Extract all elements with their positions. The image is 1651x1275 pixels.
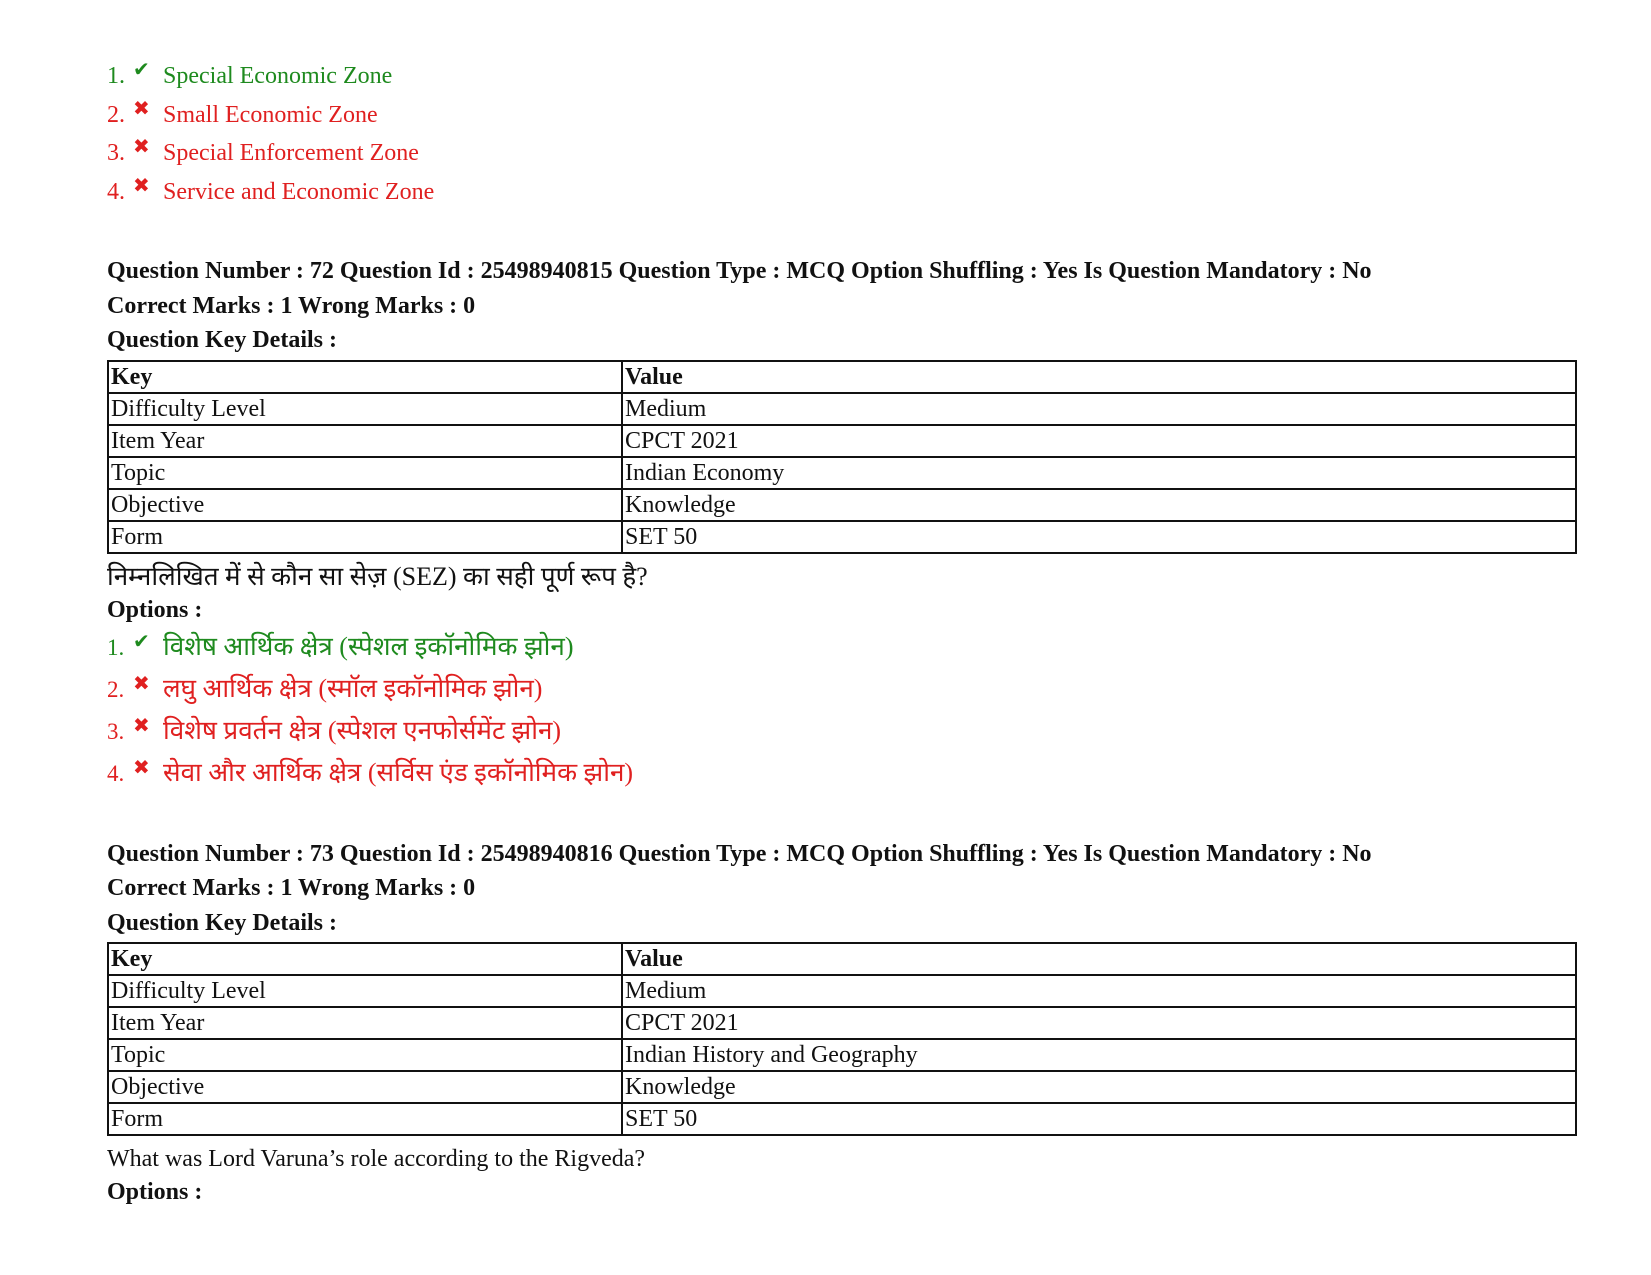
option-text: Small Economic Zone <box>163 101 378 128</box>
row-key: Difficulty Level <box>108 975 622 1007</box>
row-key: Item Year <box>108 425 622 457</box>
question-72 <box>107 254 1577 795</box>
row-key: Objective <box>108 1071 622 1103</box>
question-options <box>107 627 1577 795</box>
row-value: Indian History and Geography <box>622 1039 1576 1071</box>
question-marks: Correct Marks : 1 Wrong Marks : 0 <box>107 875 476 901</box>
option-number: 3. <box>107 140 125 166</box>
option-2 <box>107 97 1577 136</box>
table-row <box>108 393 1576 425</box>
option-number: 2. <box>107 676 125 702</box>
key-details-table <box>107 942 1577 1136</box>
table-row <box>108 1103 1576 1135</box>
row-key: Form <box>108 521 622 553</box>
cross-icon: ✖ <box>133 136 150 158</box>
table-row <box>108 521 1576 553</box>
row-key: Objective <box>108 489 622 521</box>
option-text: Service and Economic Zone <box>163 178 435 205</box>
option-2 <box>107 669 1577 711</box>
key-details-label: Question Key Details : <box>107 909 337 936</box>
option-number: 4. <box>107 178 125 205</box>
column-header-key: Key <box>108 361 622 393</box>
table-row <box>108 1007 1576 1039</box>
key-details-label: Question Key Details : <box>107 327 337 353</box>
key-details-table <box>107 360 1577 554</box>
option-text: सेवा और आर्थिक क्षेत्र (सर्विस एंड इकॉनोमिक झोन) <box>163 757 634 787</box>
table-row <box>108 425 1576 457</box>
question-text: What was Lord Varuna’s role according to the Rigveda? <box>107 1146 646 1172</box>
row-key: Item Year <box>108 1007 622 1039</box>
option-text: विशेष आर्थिक क्षेत्र (स्पेशल इकॉनोमिक झोन) <box>163 631 574 661</box>
option-text: Special Enforcement Zone <box>163 140 419 166</box>
row-value: CPCT 2021 <box>622 425 1576 457</box>
option-1 <box>107 627 1577 669</box>
cross-icon: ✖ <box>133 672 150 695</box>
option-number: 2. <box>107 101 125 128</box>
option-text: Special Economic Zone <box>163 63 393 89</box>
row-value: Medium <box>622 393 1576 425</box>
row-value: SET 50 <box>622 1103 1576 1135</box>
option-text: लघु आर्थिक क्षेत्र (स्मॉल इकॉनोमिक झोन) <box>163 673 543 703</box>
cross-icon: ✖ <box>133 97 150 120</box>
cross-icon: ✖ <box>133 756 150 779</box>
option-number: 1. <box>107 63 125 89</box>
table-row <box>108 1039 1576 1071</box>
question-marks: Correct Marks : 1 Wrong Marks : 0 <box>107 292 476 319</box>
option-4 <box>107 174 1577 213</box>
cross-icon: ✖ <box>133 174 150 197</box>
row-key: Difficulty Level <box>108 393 622 425</box>
option-number: 3. <box>107 718 125 744</box>
options-label: Options : <box>107 596 203 623</box>
question-text: निम्नलिखित में से कौन सा सेज़ (SEZ) का सही पूर्ण रूप है? <box>107 561 648 591</box>
column-header-key: Key <box>108 943 622 975</box>
option-4 <box>107 753 1577 795</box>
table-row <box>108 1071 1576 1103</box>
row-value: Indian Economy <box>622 457 1576 489</box>
question-header: Question Number : 72 Question Id : 25498940815 Question Type : MCQ Option Shuffling : Yes Is Question Mandatory : No <box>107 258 1372 284</box>
table-header-row <box>108 361 1576 393</box>
question-73 <box>107 837 1577 1210</box>
row-key: Topic <box>108 457 622 489</box>
prev-question-options <box>107 58 1577 212</box>
row-key: Form <box>108 1103 622 1135</box>
table-row <box>108 489 1576 521</box>
question-header: Question Number : 73 Question Id : 25498940816 Question Type : MCQ Option Shuffling : Yes Is Question Mandatory : No <box>107 840 1372 867</box>
table-row <box>108 975 1576 1007</box>
option-3 <box>107 711 1577 753</box>
table-row <box>108 457 1576 489</box>
cross-icon: ✖ <box>133 714 150 737</box>
answer-key-page <box>107 58 1577 1209</box>
row-value: SET 50 <box>622 521 1576 553</box>
row-value: Knowledge <box>622 1071 1576 1103</box>
check-icon: ✔ <box>133 630 150 653</box>
row-value: Knowledge <box>622 489 1576 521</box>
option-1 <box>107 58 1577 97</box>
table-header-row <box>108 943 1576 975</box>
row-value: CPCT 2021 <box>622 1007 1576 1039</box>
row-value: Medium <box>622 975 1576 1007</box>
option-number: 4. <box>107 760 125 786</box>
column-header-value: Value <box>622 943 1576 975</box>
option-number: 1. <box>107 634 125 660</box>
option-3 <box>107 135 1577 174</box>
option-text: विशेष प्रवर्तन क्षेत्र (स्पेशल एनफोर्समेंट झोन) <box>163 715 562 745</box>
options-label: Options : <box>107 1179 203 1205</box>
column-header-value: Value <box>622 361 1576 393</box>
check-icon: ✔ <box>133 59 150 81</box>
row-key: Topic <box>108 1039 622 1071</box>
